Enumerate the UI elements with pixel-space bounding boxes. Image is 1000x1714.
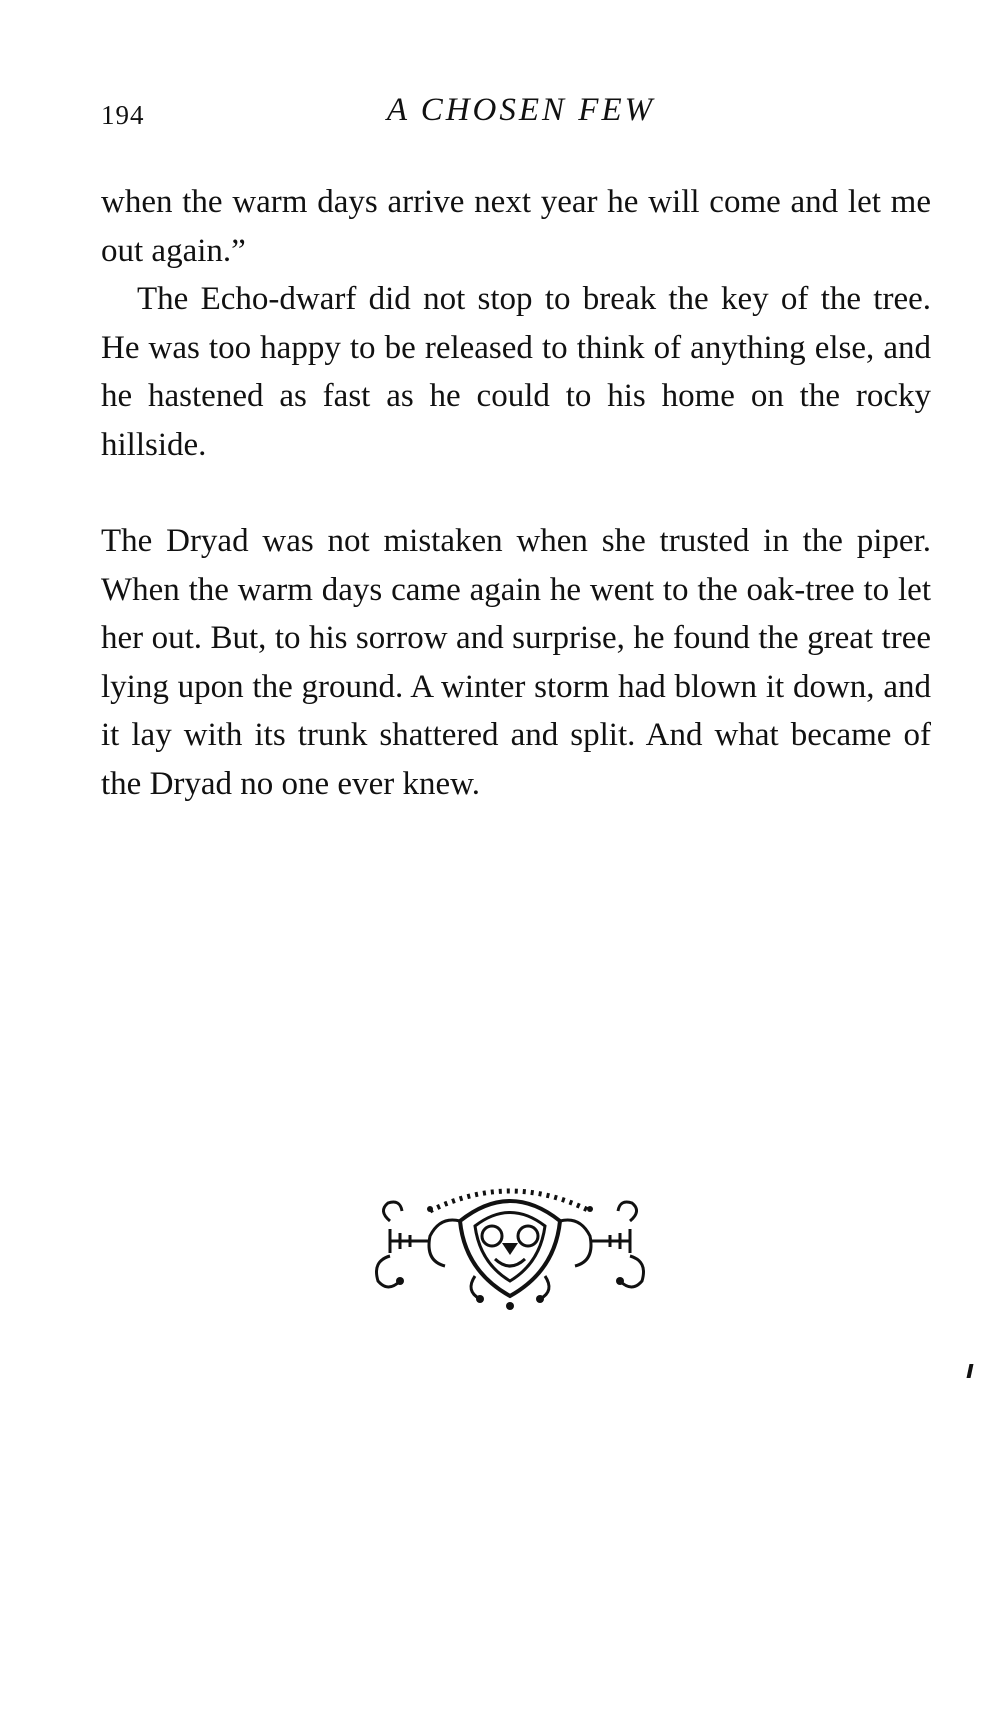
paragraph-text: The Dryad was not mistaken when she trusted in the piper. When the warm days came again he went to the oak-tree to let her out. But, to his sorrow and surprise, he found the great tree lying upon the ground. A winter storm had blown it down, and it lay with its trunk shattered and split. And what became of the Dryad no one ever knew. [101, 523, 931, 802]
paragraph-text: The Echo-dwarf did not stop to break the key of the tree. He was too happy to be released to think of anything else, and he hastened as fast as he could to his home on the rocky hillside. [101, 281, 931, 463]
running-title: A CHOSEN FEW [386, 92, 656, 128]
running-head [101, 92, 931, 142]
paragraph-echo-dwarf [101, 275, 931, 469]
stray-print-mark [967, 1364, 974, 1378]
paragraph-text: when the warm days arrive next year he will come and let me out again.” [101, 184, 931, 269]
paragraph-continuation [101, 178, 931, 275]
tailpiece-ornament-icon [370, 1181, 650, 1311]
paragraph-dryad [101, 517, 931, 808]
page-number: 194 [101, 100, 145, 130]
